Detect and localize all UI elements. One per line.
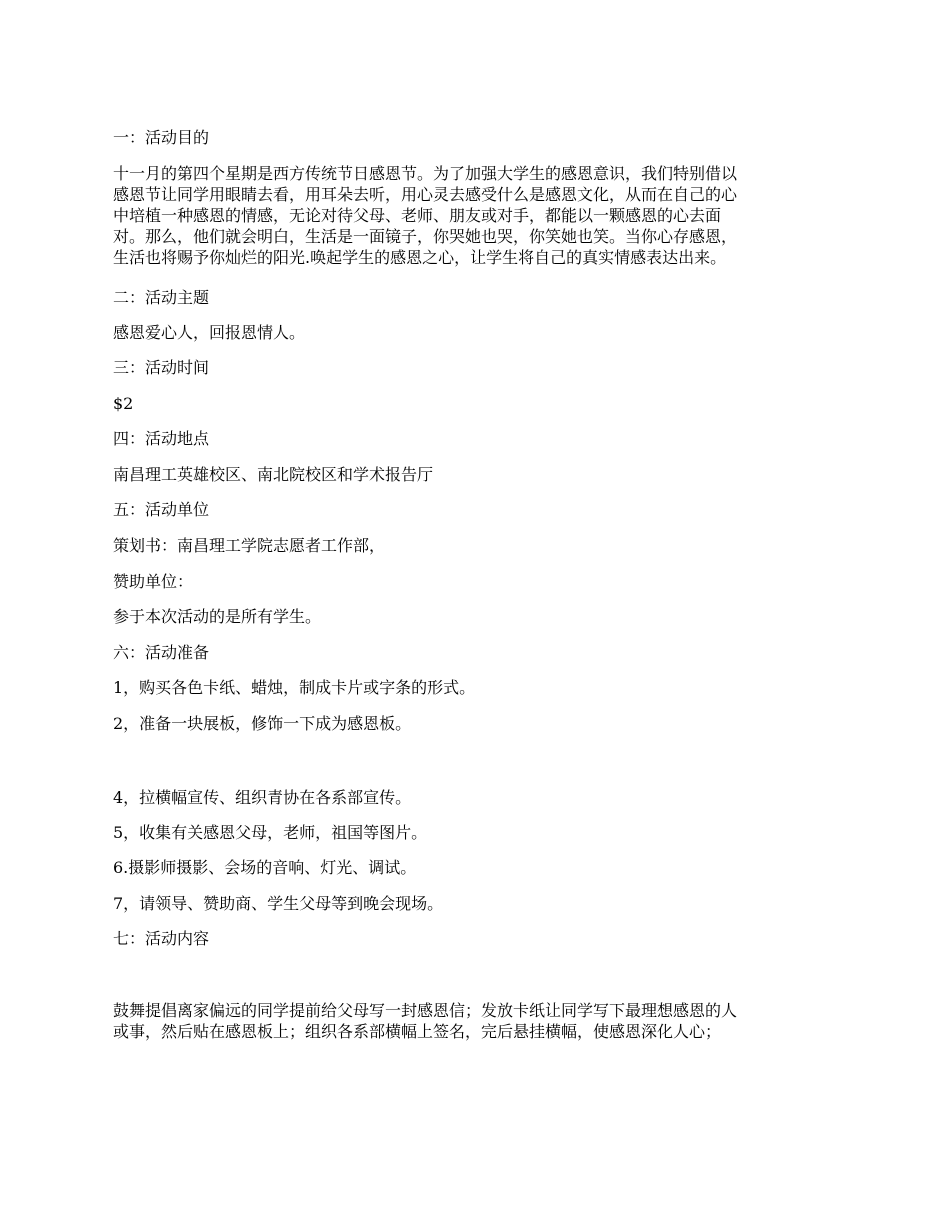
content-line: 或事，然后贴在感恩板上；组织各系部横幅上签名，完后悬挂横幅，使感恩深化人心； bbox=[113, 1022, 722, 1041]
preparation-item: 1，购买各色卡纸、蜡烛，制成卡片或字条的形式。 bbox=[113, 678, 476, 697]
purpose-line: 十一月的第四个星期是西方传统节日感恩节。为了加强大学生的感恩意识，我们特别借以 bbox=[113, 164, 738, 183]
theme-text: 感恩爱心人，回报恩情人。 bbox=[113, 323, 306, 342]
organizer-text: 策划书：南昌理工学院志愿者工作部， bbox=[113, 536, 386, 555]
preparation-item: 6.摄影师摄影、会场的音响、灯光、调试。 bbox=[113, 858, 417, 877]
location-text: 南昌理工英雄校区、南北院校区和学术报告厅 bbox=[113, 465, 434, 484]
section-heading-theme: 二：活动主题 bbox=[113, 288, 210, 307]
participants-text: 参于本次活动的是所有学生。 bbox=[113, 607, 322, 626]
time-text: $2 bbox=[113, 394, 134, 413]
sponsor-text: 赞助单位： bbox=[113, 572, 194, 591]
preparation-item: 2，准备一块展板，修饰一下成为感恩板。 bbox=[113, 714, 412, 733]
section-heading-organizer: 五：活动单位 bbox=[113, 500, 210, 519]
section-heading-preparation: 六：活动准备 bbox=[113, 643, 210, 662]
purpose-line: 感恩节让同学用眼睛去看，用耳朵去听，用心灵去感受什么是感恩文化，从而在自己的心 bbox=[113, 185, 738, 204]
section-heading-time: 三：活动时间 bbox=[113, 358, 210, 377]
preparation-item: 7，请领导、赞助商、学生父母等到晚会现场。 bbox=[113, 894, 444, 913]
content-line: 鼓舞提倡离家偏远的同学提前给父母写一封感恩信；发放卡纸让同学写下最理想感恩的人 bbox=[113, 1001, 738, 1020]
purpose-line: 中培植一种感恩的情感，无论对待父母、老师、朋友或对手，都能以一颗感恩的心去面 bbox=[113, 206, 722, 225]
section-heading-content: 七：活动内容 bbox=[113, 929, 210, 948]
preparation-item: 5，收集有关感恩父母，老师，祖国等图片。 bbox=[113, 823, 428, 842]
purpose-paragraph bbox=[113, 163, 843, 268]
content-paragraph bbox=[113, 1000, 843, 1042]
purpose-line: 对。那么，他们就会明白，生活是一面镜子，你哭她也哭，你笑她也笑。当你心存感恩， bbox=[113, 227, 738, 246]
preparation-item: 4，拉横幅宣传、组织青协在各系部宣传。 bbox=[113, 788, 412, 807]
section-heading-purpose: 一：活动目的 bbox=[113, 128, 210, 147]
section-heading-location: 四：活动地点 bbox=[113, 429, 210, 448]
purpose-line: 生活也将赐予你灿烂的阳光.唤起学生的感恩之心，让学生将自己的真实情感表达出来。 bbox=[113, 248, 727, 267]
